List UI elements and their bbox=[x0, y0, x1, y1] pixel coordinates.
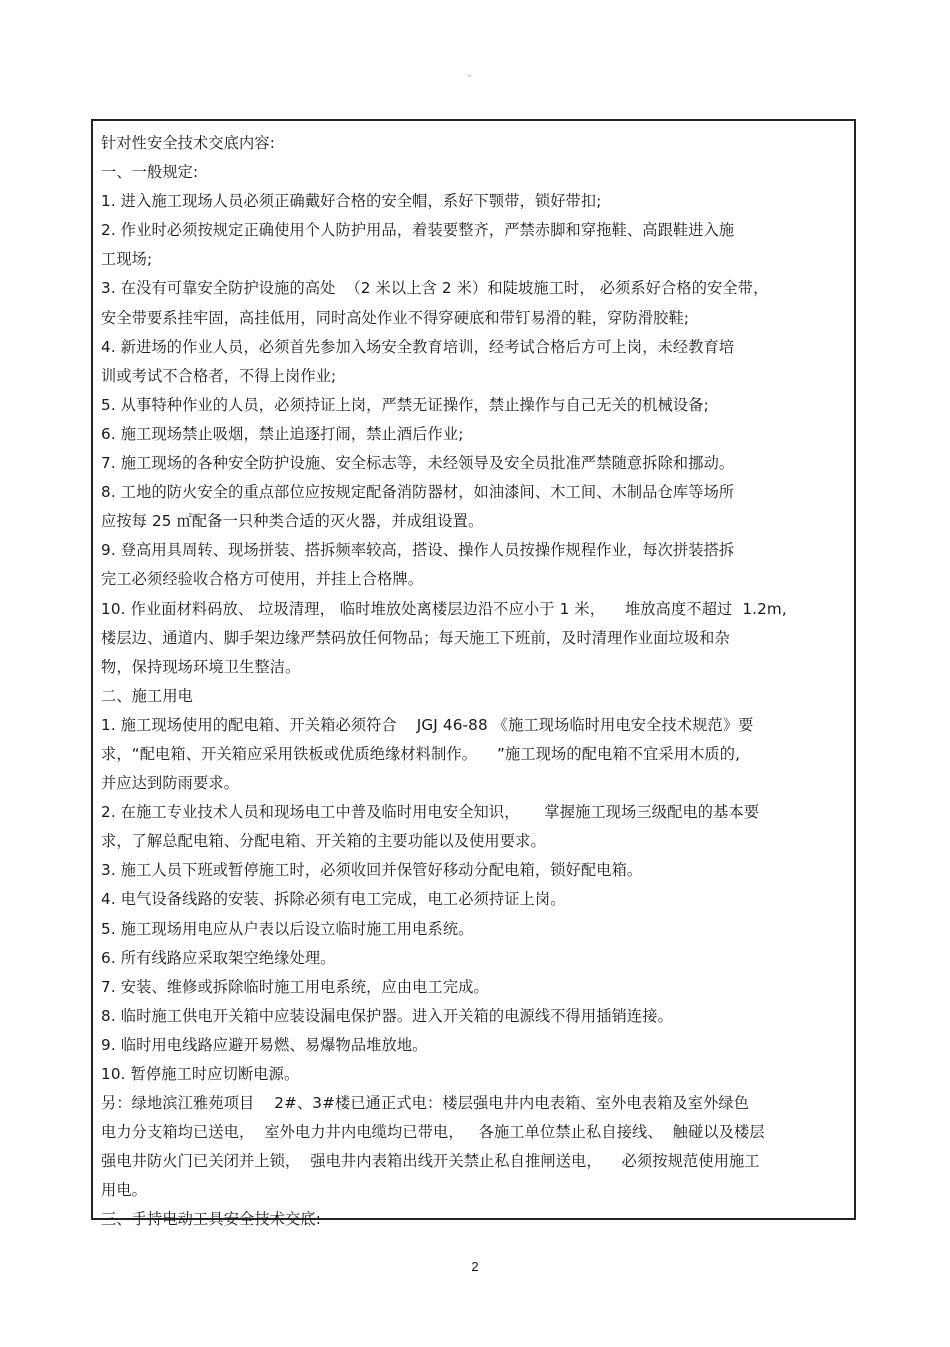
content-line: 应按每 25 ㎡配备一只种类合适的灭火器，并成组设置。 bbox=[101, 512, 484, 531]
content-line: 求，“配电箱、开关箱应采用铁板或优质绝缘材料制作。 ”施工现场的配电箱不宜采用木质的, bbox=[101, 744, 741, 763]
content-line: 另：绿地滨江雅苑项目 2#、3#楼已通正式电：楼层强电井内电表箱、室外电表箱及室外绿色 bbox=[101, 1094, 750, 1113]
disclosure-content-box bbox=[91, 119, 856, 1229]
content-line: 5. 施工现场用电应从户表以后设立临时施工用电系统。 bbox=[101, 919, 474, 938]
content-line: 9. 临时用电线路应避开易燃、易爆物品堆放地。 bbox=[101, 1035, 428, 1054]
content-line: 求，了解总配电箱、分配电箱、开关箱的主要功能以及使用要求。 bbox=[101, 832, 546, 851]
content-line: 8. 临时施工供电开关箱中应装设漏电保护器。进入开关箱的电源线不得用插销连接。 bbox=[101, 1006, 673, 1025]
content-line: 1. 进入施工现场人员必须正确戴好合格的安全帽，系好下颚带，锁好带扣; bbox=[101, 192, 602, 211]
content-line: 2. 在施工专业技术人员和现场电工中普及临时用电安全知识， 掌握施工现场三级配电的基本要 bbox=[101, 803, 760, 822]
content-line: 6. 施工现场禁止吸烟，禁止追逐打闹，禁止酒后作业; bbox=[101, 424, 464, 443]
content-line: 物，保持现场环境卫生整洁。 bbox=[101, 657, 301, 676]
content-line: 一、一般规定: bbox=[101, 163, 199, 182]
content-line: 10. 暂停施工时应切断电源。 bbox=[101, 1065, 300, 1083]
content-line: 针对性安全技术交底内容: bbox=[101, 134, 275, 152]
content-line: 4. 电气设备线路的安装、拆除必须有电工完成，电工必须持证上岗。 bbox=[101, 890, 566, 909]
content-line: 完工必须经验收合格方可使用，并挂上合格牌。 bbox=[101, 570, 424, 589]
content-line: 3. 施工人员下班或暂停施工时，必须收回并保管好移动分配电箱，锁好配电箱。 bbox=[101, 861, 643, 880]
content-line: 4. 新进场的作业人员，必须首先参加入场安全教育培训，经考试合格后方可上岗，未经教育培 bbox=[101, 337, 735, 356]
content-line: 三、手持电动工具安全技术交底: bbox=[101, 1210, 321, 1229]
content-line: 7. 安装、维修或拆除临时施工用电系统，应由电工完成。 bbox=[101, 977, 489, 996]
page-number: 2 bbox=[471, 1259, 479, 1274]
content-line: 6. 所有线路应采取架空绝缘处理。 bbox=[101, 948, 336, 967]
content-line: 9. 登高用具周转、现场拼装、搭拆频率较高，搭设、操作人员按操作规程作业，每次拼装搭拆 bbox=[101, 541, 735, 560]
content-line: 2. 作业时必须按规定正确使用个人防护用品，着装要整齐，严禁赤脚和穿拖鞋、高跟鞋进入施 bbox=[101, 221, 735, 240]
content-line: 8. 工地的防火安全的重点部位应按规定配备消防器材，如油漆间、木工间、木制品仓库等场所 bbox=[101, 483, 735, 502]
content-line: 7. 施工现场的各种安全防护设施、安全标志等，未经领导及安全员批准严禁随意拆除和挪动。 bbox=[101, 454, 735, 473]
content-line: 3. 在没有可靠安全防护设施的高处 （2 米以上含 2 米）和陡坡施工时， 必须系好合格的安全带， bbox=[101, 279, 769, 298]
content-line: 电力分支箱均已送电， 室外电力井内电缆均已带电， 各施工单位禁止私自接线、 触碰以及楼层 bbox=[101, 1123, 765, 1142]
top-mark: 。 bbox=[468, 69, 478, 79]
content-line: 用电。 bbox=[101, 1181, 148, 1200]
content-line: 10. 作业面材料码放、 垃圾清理， 临时堆放处离楼层边沿不应小于 1 米， 堆放高度不超过 1.2m, bbox=[101, 599, 787, 618]
content-line: 训或考试不合格者，不得上岗作业; bbox=[101, 366, 337, 385]
content-line: 1. 施工现场使用的配电箱、开关箱必须符合 JGJ 46-88 《施工现场临时用电安全技术规范》要 bbox=[101, 715, 754, 734]
content-line: 工现场; bbox=[101, 250, 153, 269]
content-line: 并应达到防雨要求。 bbox=[101, 774, 240, 793]
content-line: 安全带要系挂牢固，高挂低用，同时高处作业不得穿硬底和带钉易滑的鞋，穿防滑胶鞋; bbox=[101, 308, 690, 327]
content-line: 楼层边、通道内、脚手架边缘严禁码放任何物品；每天施工下班前，及时清理作业面垃圾和杂 bbox=[101, 628, 730, 647]
content-line: 强电井防火门已关闭并上锁， 强电井内表箱出线开关禁止私自推闸送电， 必须按规范使用施工 bbox=[101, 1152, 760, 1171]
content-lines bbox=[101, 129, 848, 1235]
content-line: 5. 从事特种作业的人员，必须持证上岗，严禁无证操作，禁止操作与自己无关的机械设备; bbox=[101, 395, 709, 414]
content-line: 二、施工用电 bbox=[101, 686, 194, 705]
